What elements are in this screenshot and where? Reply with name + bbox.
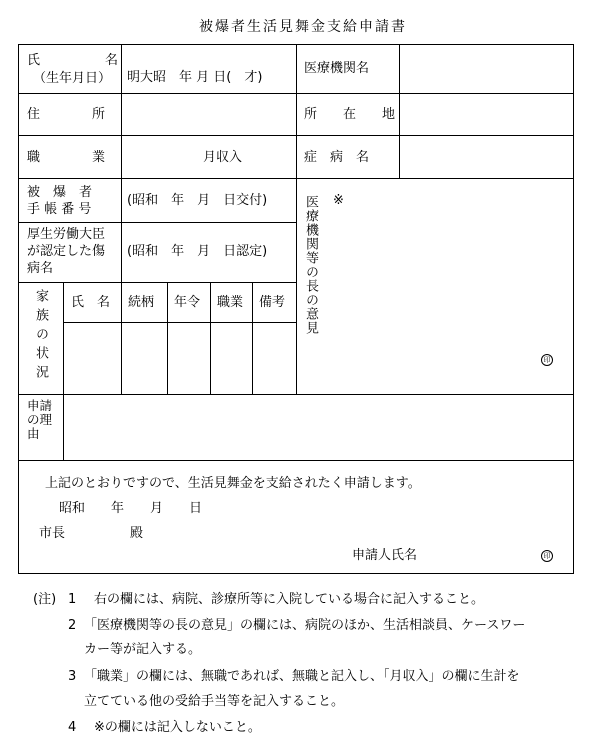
seal-mark: 印 [541, 354, 553, 366]
applicant-seal-mark: 印 [541, 550, 553, 562]
family-status-label: 家族の状況 [33, 289, 48, 384]
column-divider [121, 282, 122, 394]
note-text: 立てている他の受給手当等を記入すること。 [84, 694, 345, 709]
row-divider [19, 282, 296, 283]
note-number: 2 [68, 618, 77, 633]
note-number: 3 [68, 669, 77, 684]
note-text: カー等が記入する。 [84, 642, 202, 657]
row-divider [19, 93, 296, 94]
column-divider [252, 282, 253, 394]
row-divider [19, 222, 296, 223]
note-text: ※の欄には記入しないこと。 [94, 720, 261, 735]
certified-injury-label: 厚生労働大臣 [27, 227, 106, 242]
column-divider [399, 45, 400, 178]
certified-injury-label-2: が認定した傷 [27, 244, 106, 259]
certified-injury-label-3: 病名 [27, 261, 54, 276]
notes-prefix: (注) [33, 592, 57, 607]
family-col-relation: 続柄 [128, 295, 155, 310]
applicant-name-label: 申請人氏名 [352, 548, 418, 563]
note-number: 4 [68, 720, 77, 735]
survivor-handbook-label: 被 爆 者 [27, 185, 93, 200]
note-number: 1 [68, 592, 77, 607]
column-divider [63, 282, 64, 460]
name-label: 氏 名 [27, 53, 119, 68]
occupation-label: 職 業 [27, 150, 106, 165]
row-divider [19, 460, 573, 461]
column-divider [210, 282, 211, 394]
row-divider [296, 93, 573, 94]
column-divider [121, 45, 122, 282]
family-col-remarks: 備考 [259, 295, 286, 310]
medical-opinion-label: 医療機関等の長の意見 [303, 195, 318, 335]
form-title: 被爆者生活見舞金支給申請書 [199, 19, 407, 35]
column-divider [296, 45, 297, 394]
family-header-divider [63, 322, 296, 323]
location-label: 所 在 地 [304, 107, 396, 122]
application-date: 昭和 年 月 日 [59, 501, 203, 516]
certification-date-field[interactable]: (昭和 年 月 日認定) [127, 244, 268, 259]
birth-date-field[interactable]: 明大昭 年 月 日( 才) [127, 70, 263, 85]
monthly-income-label: 月収入 [203, 150, 243, 165]
column-divider [167, 282, 168, 394]
note-text: 右の欄には、病院、診療所等に入院している場合に記入すること。 [94, 592, 485, 607]
row-divider [19, 394, 573, 395]
survivor-handbook-label-2: 手 帳 番 号 [27, 202, 92, 217]
family-col-name: 氏 名 [71, 295, 111, 310]
hospital-name-label: 医療機関名 [304, 61, 370, 76]
reason-label: 申請の理由 [27, 398, 53, 441]
handbook-issue-date-field[interactable]: (昭和 年 月 日交付) [127, 193, 268, 208]
family-col-age: 年令 [174, 295, 201, 310]
note-text: 「医療機関等の長の意見」の欄には、病院のほか、生活相談員、ケースワー [84, 618, 526, 633]
address-label: 住 所 [27, 107, 106, 122]
addressee: 市長 殿 [39, 526, 144, 541]
declaration-text: 上記のとおりですので、生活見舞金を支給されたく申請します。 [45, 476, 421, 491]
birth-date-label: （生年月日） [33, 71, 112, 86]
disease-name-label: 症 病 名 [304, 150, 370, 165]
application-form [18, 44, 574, 574]
family-col-job: 職業 [217, 295, 244, 310]
reference-mark: ※ [333, 193, 344, 208]
note-text: 「職業」の欄には、無職であれば、無職と記入し、「月収入」の欄に生計を [84, 669, 520, 684]
